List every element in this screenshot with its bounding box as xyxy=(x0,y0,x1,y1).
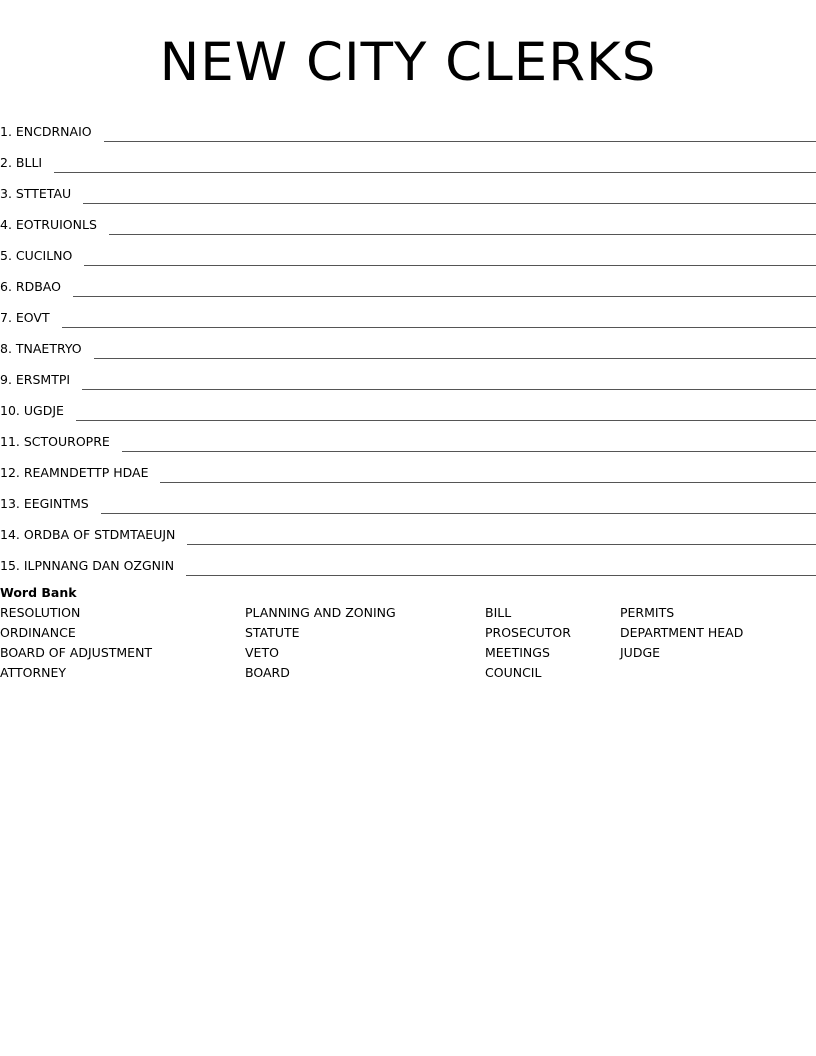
answer-line[interactable] xyxy=(73,296,816,297)
puzzle-row xyxy=(0,235,816,266)
scrambled-word: 14. ORDBA OF STDMTAEUJN xyxy=(0,527,176,542)
word-bank-title: Word Bank xyxy=(0,585,77,600)
scrambled-word: 11. SCTOUROPRE xyxy=(0,434,110,449)
scrambled-word: 5. CUCILNO xyxy=(0,248,73,263)
puzzle-row xyxy=(0,514,816,545)
scrambled-word: 6. RDBAO xyxy=(0,279,61,294)
word-bank-column xyxy=(485,603,571,683)
puzzle-row xyxy=(0,266,816,297)
answer-line[interactable] xyxy=(122,451,816,452)
puzzle-row xyxy=(0,452,816,483)
puzzle-row xyxy=(0,111,816,142)
puzzle-row xyxy=(0,204,816,235)
answer-line[interactable] xyxy=(84,265,816,266)
scrambled-word: 10. UGDJE xyxy=(0,403,64,418)
answer-line[interactable] xyxy=(62,327,816,328)
puzzle-list xyxy=(0,111,816,576)
puzzle-row xyxy=(0,483,816,514)
answer-line[interactable] xyxy=(187,544,816,545)
word-bank-item: DEPARTMENT HEAD xyxy=(620,625,744,640)
word-bank-item: PLANNING AND ZONING xyxy=(245,605,396,620)
scrambled-word: 3. STTETAU xyxy=(0,186,72,201)
answer-line[interactable] xyxy=(186,575,816,576)
word-bank-column xyxy=(0,603,152,683)
word-bank-item: MEETINGS xyxy=(485,645,550,660)
answer-line[interactable] xyxy=(54,172,816,173)
word-bank-item: COUNCIL xyxy=(485,665,542,680)
answer-line[interactable] xyxy=(83,203,816,204)
answer-line[interactable] xyxy=(160,482,816,483)
puzzle-row xyxy=(0,390,816,421)
word-bank-item: PERMITS xyxy=(620,605,675,620)
word-bank-item: PROSECUTOR xyxy=(485,625,571,640)
word-bank-column xyxy=(245,603,396,683)
answer-line[interactable] xyxy=(109,234,816,235)
scrambled-word: 12. REAMNDETTP HDAE xyxy=(0,465,149,480)
word-bank-item: RESOLUTION xyxy=(0,605,81,620)
scrambled-word: 9. ERSMTPI xyxy=(0,372,71,387)
word-bank xyxy=(0,583,816,683)
scrambled-word: 1. ENCDRNAIO xyxy=(0,124,92,139)
answer-line[interactable] xyxy=(94,358,816,359)
scrambled-word: 7. EOVT xyxy=(0,310,50,325)
word-bank-item: ORDINANCE xyxy=(0,625,76,640)
answer-line[interactable] xyxy=(101,513,816,514)
word-bank-item: BOARD xyxy=(245,665,290,680)
puzzle-row xyxy=(0,173,816,204)
word-bank-column xyxy=(620,603,743,663)
word-bank-grid xyxy=(0,603,816,683)
word-bank-item: ATTORNEY xyxy=(0,665,67,680)
puzzle-row xyxy=(0,142,816,173)
word-bank-item: JUDGE xyxy=(620,645,661,660)
puzzle-row xyxy=(0,545,816,576)
word-bank-item: STATUTE xyxy=(245,625,300,640)
scrambled-word: 15. ILPNNANG DAN OZGNIN xyxy=(0,558,175,573)
puzzle-row xyxy=(0,359,816,390)
word-bank-item: VETO xyxy=(245,645,279,660)
puzzle-row xyxy=(0,328,816,359)
word-bank-item: BILL xyxy=(485,605,512,620)
page-title: NEW CITY CLERKS xyxy=(159,32,657,93)
word-bank-item: BOARD OF ADJUSTMENT xyxy=(0,645,153,660)
answer-line[interactable] xyxy=(76,420,816,421)
answer-line[interactable] xyxy=(82,389,816,390)
scrambled-word: 4. EOTRUIONLS xyxy=(0,217,97,232)
puzzle-row xyxy=(0,297,816,328)
scrambled-word: 2. BLLI xyxy=(0,155,43,170)
scrambled-word: 8. TNAETRYO xyxy=(0,341,82,356)
scrambled-word: 13. EEGINTMS xyxy=(0,496,89,511)
puzzle-row xyxy=(0,421,816,452)
answer-line[interactable] xyxy=(104,141,816,142)
